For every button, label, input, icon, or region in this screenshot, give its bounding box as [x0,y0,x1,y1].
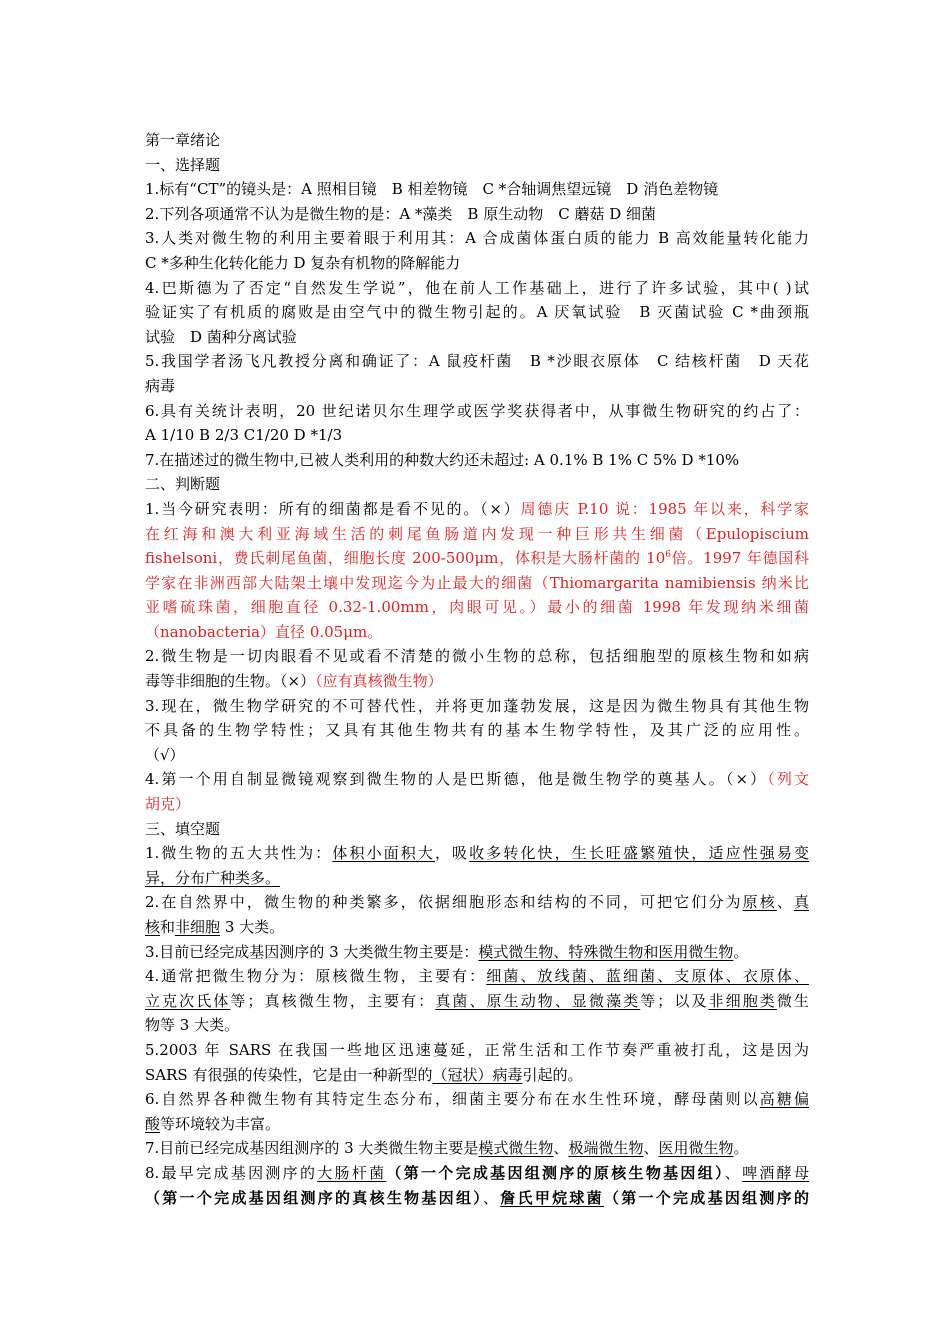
judge-1-line-3a: fishelsoni，费氏刺尾鱼菌，细胞长度 200-500μm，体积是大肠杆菌的 10 [145,549,666,568]
fill-1-line-1 [145,841,809,866]
judge-3-line-2: 不具备的生物学特性；又具有其他生物共有的基本生物学特性，及其广泛的应用性。 [145,721,809,740]
fill-1-answer-1: 体积小面积大 [332,844,435,863]
judge-2-statement: 毒等非细胞的生物。（×） [145,672,316,691]
fill-7-answer-3: 医用微生物 [658,1139,734,1158]
judge-1-line-6: （nanobacteria）直径 0.05μm。 [145,622,383,641]
judge-2-line-2 [145,669,809,694]
fill-8-text: 8.最早完成基因测序的 [145,1163,318,1182]
fill-8-sep-1: 、 [724,1163,743,1182]
fill-8-line-1 [145,1161,809,1186]
judge-2-note: （应有真核微生物） [315,672,443,691]
question-6-line-1: 6.具有关统计表明，20 世纪诺贝尔生理学或医学奖获得者中，从事微生物研究的约占了： [145,401,809,420]
fill-8-note-3: （第一个完成基因组测序的 [603,1188,809,1207]
question-5-line-1: 5.我国学者汤飞凡教授分离和确证了：A 鼠疫杆菌 B *沙眼衣原体 C 结核杆菌 D 天花 [145,352,809,371]
question-3-line-1: 3.人类对微生物的利用主要着眼于利用其：A 合成菌体蛋白质的能力 B 高效能量转化能力 [145,229,809,248]
fill-2-answer-3: 非细胞 [175,918,221,936]
fill-4-text-3: 等；以及 [640,991,709,1010]
fill-4-text: 4.通常把微生物分为：原核微生物，主要有： [145,967,487,986]
fill-5-line-2 [145,1063,809,1088]
judge-4-line-2: 胡克） [145,795,191,814]
judge-1-line-3 [145,546,809,571]
judge-1-line-1 [145,497,809,522]
question-5-line-2: 病毒 [145,376,176,395]
fill-2-and: 和 [160,918,176,936]
fill-8-answer-3: 詹氏甲烷球菌 [500,1188,604,1207]
question-6-line-2: A 1/10 B 2/3 C1/20 D *1/3 [145,426,343,445]
fill-2-answer-2b: 核 [145,918,161,936]
fill-3-end: 。 [733,942,749,961]
fill-8-line-2 [145,1186,809,1211]
fill-7-sep-1: 、 [553,1139,569,1158]
fill-4-answer-1: 细菌、放线菌、蓝细菌、支原体、衣原体、 [486,967,809,986]
fill-8-note-2: （第一个完成基因组测序的真核生物基因组） [145,1188,483,1207]
fill-6-answer: 高糖偏 [759,1090,809,1109]
question-2: 2.下列各项通常不认为是微生物的是：A *藻类 B 原生动物 C 蘑菇 D 细菌 [145,204,657,223]
fill-4-answer-2: 真菌、原生动物、显微藻类 [435,991,641,1010]
fill-1-line-2 [145,866,809,891]
section-heading-fill: 三、填空题 [145,819,221,838]
fill-6-answer-b: 酸 [145,1114,161,1133]
fill-4-text-4: 微生 [776,991,809,1010]
judge-1-note: 周德庆 P.10 说：1985 年以来，科学家 [520,499,809,518]
chapter-title: 第一章绪论 [145,131,221,149]
judge-1-line-5: 亚嗜硫珠菌，细胞直径 0.32-1.00mm，肉眼可见。）最小的细菌 1998 年发现纳米细菌 [145,598,809,617]
fill-8-answer-2: 啤酒酵母 [742,1163,809,1182]
fill-7-end: 。 [733,1139,749,1158]
fill-8-answer-1: 大肠杆菌 [317,1163,387,1182]
judge-1-line-2: 在红海和澳大利亚海域生活的刺尾鱼肠道内发现一种巨形共生细菌（Epulopiscium [145,524,809,543]
fill-5-answer: （冠状）病毒 [432,1065,523,1084]
fill-2-text: 2.在自然界中，微生物的种类繁多，依据细胞形态和结构的不同，可把它们分为 [145,893,743,912]
fill-6-end: 等环境较为丰富。 [160,1114,281,1133]
fill-1-text: 1.微生物的五大共性为： [145,844,333,863]
judge-1-statement: 1.当今研究表明：所有的细菌都是看不见的。（×） [145,499,521,518]
question-3-line-2: C *多种生化转化能力 D 复杂有机物的降解能力 [145,253,461,272]
fill-7-answer-2: 极端微生物 [568,1139,644,1158]
question-1: 1.标有“CT”的镜头是：A 照相目镜 B 相差物镜 C *合轴调焦望远镜 D 消色差物镜 [145,180,719,199]
fill-6-line-2 [145,1112,809,1137]
fill-2-sep: 、 [776,893,794,912]
section-heading-judge: 二、判断题 [145,475,221,494]
question-4-line-2: 验证实了有机质的腐败是由空气中的微生物引起的。A 厌氧试验 B 灭菌试验 C *曲颈瓶 [145,303,809,322]
fill-2-answer-2: 真 [793,893,809,912]
fill-5-line-1: 5.2003 年 SARS 在我国一些地区迅速蔓延，正常生活和工作节奏严重被打乱，这是因为 [145,1040,809,1059]
fill-2-answer-1: 原核 [742,893,777,912]
fill-3-text: 3.目前已经完成基因测序的 3 大类微生物主要是： [145,942,479,961]
fill-4-answer-1b: 立克次氏体 [145,991,231,1010]
fill-4-line-1 [145,964,809,989]
fill-7-sep-2: 、 [643,1139,659,1158]
judge-3-line-1: 3.现在，微生物学研究的不可替代性，并将更加蓬勃发展，这是因为微生物具有其他生物 [145,696,809,715]
fill-7-line-1 [145,1136,809,1161]
judge-3-line-3: （√） [145,745,185,764]
fill-8-sep-2: 、 [483,1188,501,1207]
judge-2-line-1: 2.微生物是一切肉眼看不见或看不清楚的微小生物的总称，包括细胞型的原核生物和如病 [145,647,809,666]
fill-4-text-2: 等；真核微生物，主要有： [230,991,436,1010]
judge-4-line-1 [145,767,809,792]
superscript: 6 [665,550,671,561]
fill-2-line-1 [145,890,809,915]
fill-6-text: 6.自然界各种微生物有其特定生态分布，细菌主要分布在水生性环境，酵母菌则以 [145,1090,760,1109]
fill-6-line-1 [145,1087,809,1112]
fill-4-line-2 [145,989,809,1014]
fill-7-answer-1: 模式微生物 [478,1139,554,1158]
fill-2-line-2 [145,915,809,940]
fill-3-answer: 模式微生物、特殊微生物和医用微生物 [478,942,734,961]
question-4-line-3: 试验 D 菌种分离试验 [145,327,297,346]
fill-4-line-3: 物等 3 大类。 [145,1016,240,1035]
section-heading-choice: 一、选择题 [145,155,221,174]
fill-5-text: SARS 有很强的传染性，它是由一种新型的 [145,1065,433,1084]
fill-4-answer-3: 非细胞类 [708,991,777,1010]
question-4-line-1: 4.巴斯德为了否定“自然发生学说”，他在前人工作基础上，进行了许多试验，其中( )试 [145,278,809,297]
fill-8-note-1: （第一个完成基因组测序的原核生物基因组） [386,1163,725,1182]
fill-2-end: 3 大类。 [220,918,285,936]
question-7: 7.在描述过的微生物中,已被人类利用的种数大约还未超过: A 0.1% B 1% C 5% D *10% [145,450,740,469]
fill-1-text-2: ，吸 [434,844,470,863]
judge-4-statement: 4.第一个用自制显微镜观察到微生物的人是巴斯德，他是微生物学的奠基人。（×） [145,770,768,789]
judge-1-line-4: 学家在非洲西部大陆架土壤中发现迄今为止最大的细菌（Thiomargarita namibiensis 纳米比 [145,573,809,592]
fill-1-answer-2: 收多转化快，生长旺盛繁殖快，适应性强易变 [469,844,809,863]
document-page [145,128,809,1210]
judge-4-note: （列文 [767,770,809,789]
fill-5-end: 引起的。 [522,1065,583,1084]
fill-3-line-1 [145,940,809,965]
judge-1-line-3b: 倍。1997 年德国科 [670,549,809,568]
fill-7-text: 7.目前已经完成基因组测序的 3 大类微生物主要是 [145,1139,479,1158]
fill-1-answer-3: 异，分布广种类多。 [145,868,281,887]
